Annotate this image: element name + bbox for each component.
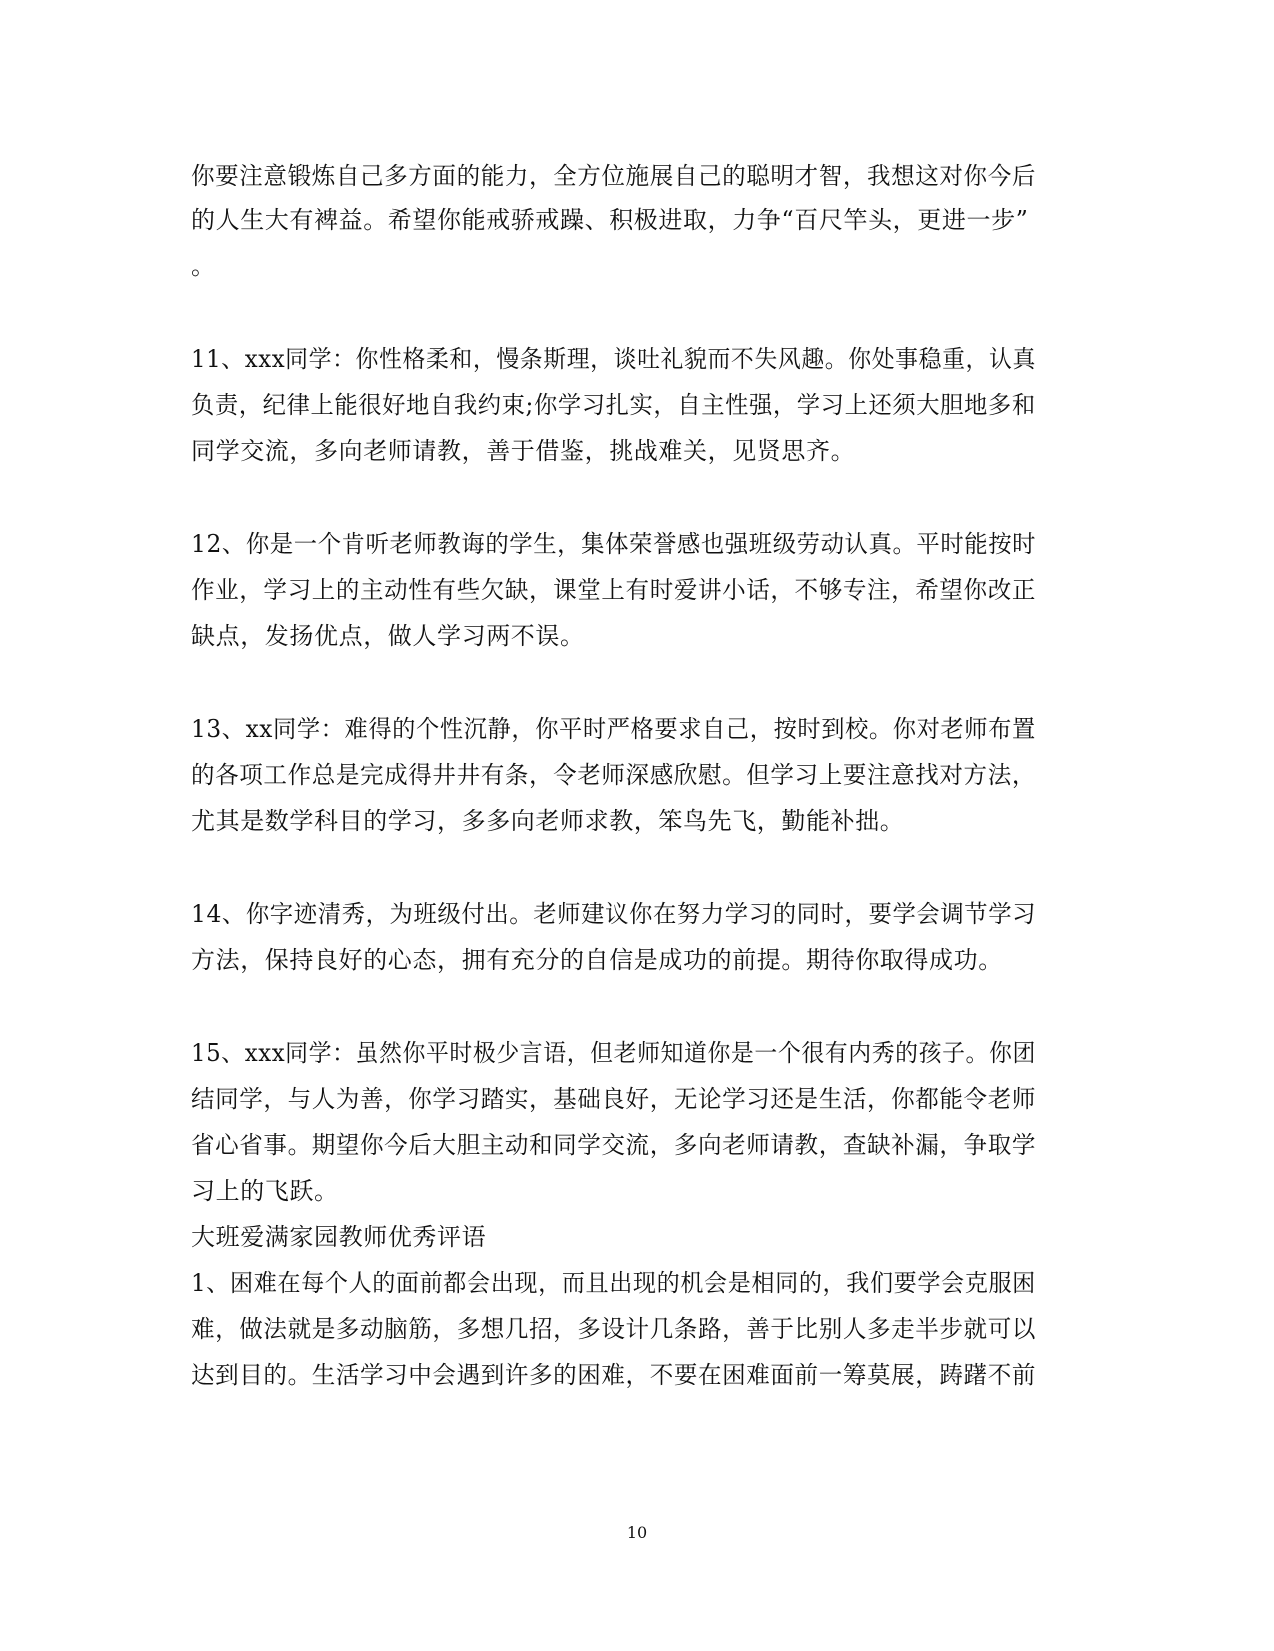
text-line: 14、你字迹清秀，为班级付出。老师建议你在努力学习的同时，要学会调节学习 [191,900,1037,928]
page-number: 10 [626,1523,648,1542]
text-line: 12、你是一个肯听老师教诲的学生，集体荣誉感也强班级劳动认真。平时能按时 [191,530,1037,558]
text-line: 达到目的。生活学习中会遇到许多的困难，不要在困难面前一筹莫展，踌躇不前 [191,1361,1036,1389]
text-line: 13、xx同学：难得的个性沉静，你平时严格要求自己，按时到校。你对老师布置 [191,715,1036,743]
text-line: 缺点，发扬优点，做人学习两不误。 [191,622,585,650]
text-line: 11、xxx同学：你性格柔和，慢条斯理，谈吐礼貌而不失风趣。你处事稳重，认真 [191,345,1036,373]
text-line: 同学交流，多向老师请教，善于借鉴，挑战难关，见贤思齐。 [191,437,856,465]
text-line: 负责，纪律上能很好地自我约束;你学习扎实，自主性强，学习上还须大胆地多和 [191,391,1036,419]
text-line: 作业，学习上的主动性有些欠缺，课堂上有时爱讲小话，不够专注，希望你改正 [191,576,1036,604]
text-line: 方法，保持良好的心态，拥有充分的自信是成功的前提。期待你取得成功。 [191,946,1003,974]
text-line: 结同学，与人为善，你学习踏实，基础良好，无论学习还是生活，你都能令老师 [191,1085,1036,1113]
text-line: 1、困难在每个人的面前都会出现，而且出现的机会是相同的，我们要学会克服困 [191,1269,1036,1297]
section-heading: 大班爱满家园教师优秀评语 [191,1223,487,1251]
text-line: 的各项工作总是完成得井井有条，令老师深感欣慰。但学习上要注意找对方法， [191,761,1036,789]
text-line: 你要注意锻炼自己多方面的能力，全方位施展自己的聪明才智，我想这对你今后 [191,162,1036,190]
text-line: 。 [191,252,216,280]
text-line: 的人生大有裨益。希望你能戒骄戒躁、积极进取，力争“百尺竿头，更进一步” [191,206,1029,234]
text-line: 习上的飞跃。 [191,1177,339,1205]
text-line: 省心省事。期望你今后大胆主动和同学交流，多向老师请教，查缺补漏，争取学 [191,1131,1036,1159]
text-line: 尤其是数学科目的学习，多多向老师求教，笨鸟先飞，勤能补拙。 [191,807,905,835]
text-line: 15、xxx同学：虽然你平时极少言语，但老师知道你是一个很有内秀的孩子。你团 [191,1039,1036,1067]
text-line: 难，做法就是多动脑筋，多想几招，多设计几条路，善于比别人多走半步就可以 [191,1315,1036,1343]
